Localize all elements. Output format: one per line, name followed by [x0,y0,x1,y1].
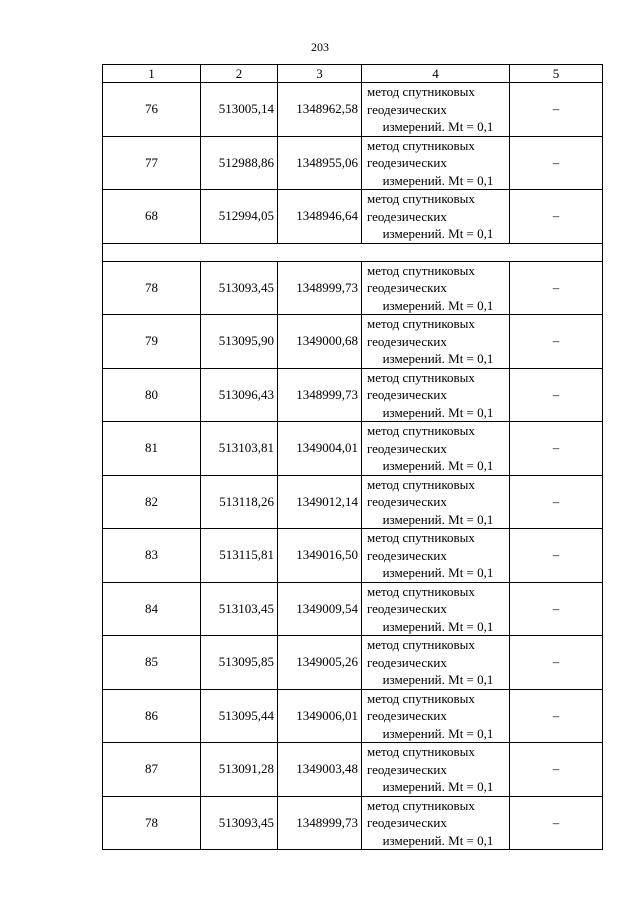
point-number-cell: 81 [103,422,201,476]
column-header: 2 [201,65,278,83]
table-header-row [103,65,603,83]
method-description-line: геодезических [367,601,447,616]
method-description-line: измерений. Mt = 0,1 [382,404,494,420]
x-coordinate-cell: 513093,45 [201,261,278,315]
method-description-line: геодезических [367,333,447,349]
method-description-line: геодезических [367,494,447,509]
y-coordinate-cell: 1349009,54 [278,582,362,636]
point-number-cell: 78 [103,261,201,315]
y-coordinate-cell: 1348955,06 [278,136,362,190]
method-description-cell [362,529,510,583]
method-description-line: измерений. Mt = 0,1 [382,832,494,848]
note-cell: – [510,136,603,190]
method-description-line: метод спутниковых [367,191,475,206]
y-coordinate-cell: 1348999,73 [278,261,362,315]
method-description-cell [362,582,510,636]
method-description-line: геодезических [367,815,447,830]
method-description-line: измерений. Mt = 0,1 [382,779,494,794]
method-description-cell [362,368,510,422]
table-spacer-row [103,243,603,261]
point-number-cell: 84 [103,582,201,636]
point-number-cell: 78 [103,796,201,850]
x-coordinate-cell: 513093,45 [201,796,278,850]
table-row [103,315,603,369]
method-description-line: метод спутниковых [367,797,475,813]
spacer-cell [103,243,603,261]
table-row [103,422,603,476]
table-row [103,689,603,743]
method-description-line: метод спутниковых [367,423,475,438]
note-cell: – [510,261,603,315]
method-description-line: метод спутниковых [367,744,475,759]
method-description-cell [362,83,510,137]
point-number-cell: 83 [103,529,201,583]
point-number-cell: 86 [103,689,201,743]
method-description-line: геодезических [367,547,447,563]
y-coordinate-cell: 1348999,73 [278,796,362,850]
y-coordinate-cell: 1349000,68 [278,315,362,369]
method-description-cell [362,689,510,743]
x-coordinate-cell: 512994,05 [201,190,278,244]
y-coordinate-cell: 1348999,73 [278,368,362,422]
method-description-line: метод спутниковых [367,262,475,278]
table-row [103,368,603,422]
x-coordinate-cell: 513095,90 [201,315,278,369]
method-description-line: метод спутниковых [367,84,475,99]
method-description-line: геодезических [367,654,447,670]
method-description-line: метод спутниковых [367,137,475,153]
method-description-line: метод спутниковых [367,316,475,331]
point-number-cell: 80 [103,368,201,422]
column-header: 4 [362,65,510,83]
note-cell: – [510,83,603,137]
column-header: 5 [510,65,603,83]
method-description-cell [362,190,510,244]
method-description-line: геодезических [367,280,447,295]
method-description-cell [362,743,510,797]
method-description-line: геодезических [367,708,447,723]
table-row [103,261,603,315]
y-coordinate-cell: 1349016,50 [278,529,362,583]
table-row [103,475,603,529]
method-description-cell [362,261,510,315]
x-coordinate-cell: 513095,85 [201,636,278,690]
note-cell: – [510,368,603,422]
point-number-cell: 79 [103,315,201,369]
coordinates-table [102,64,603,850]
column-header: 3 [278,65,362,83]
method-description-line: геодезических [367,387,447,402]
method-description-line: метод спутниковых [367,637,475,652]
note-cell: – [510,475,603,529]
note-cell: – [510,689,603,743]
y-coordinate-cell: 1348946,64 [278,190,362,244]
method-description-line: измерений. Mt = 0,1 [382,725,494,741]
note-cell: – [510,315,603,369]
method-description-cell [362,136,510,190]
method-description-line: измерений. Mt = 0,1 [382,618,494,634]
method-description-cell [362,796,510,850]
column-header: 1 [103,65,201,83]
method-description-line: метод спутниковых [367,690,475,706]
x-coordinate-cell: 513118,26 [201,475,278,529]
x-coordinate-cell: 513115,81 [201,529,278,583]
method-description-line: измерений. Mt = 0,1 [382,458,494,473]
table-row [103,83,603,137]
method-description-line: геодезических [367,101,447,117]
note-cell: – [510,529,603,583]
method-description-line: метод спутниковых [367,530,475,545]
x-coordinate-cell: 513095,44 [201,689,278,743]
method-description-cell [362,636,510,690]
method-description-line: измерений. Mt = 0,1 [382,172,494,188]
note-cell: – [510,582,603,636]
note-cell: – [510,422,603,476]
x-coordinate-cell: 513091,28 [201,743,278,797]
method-description-line: измерений. Mt = 0,1 [382,565,494,580]
table-row [103,796,603,850]
method-description-line: метод спутниковых [367,476,475,492]
method-description-line: измерений. Mt = 0,1 [382,119,494,134]
point-number-cell: 77 [103,136,201,190]
x-coordinate-cell: 513005,14 [201,83,278,137]
method-description-line: метод спутниковых [367,583,475,599]
y-coordinate-cell: 1349006,01 [278,689,362,743]
page-number: 203 [311,40,329,54]
y-coordinate-cell: 1349004,01 [278,422,362,476]
method-description-cell [362,422,510,476]
note-cell: – [510,743,603,797]
method-description-line: измерений. Mt = 0,1 [382,351,494,366]
method-description-line: геодезических [367,440,447,456]
method-description-line: метод спутниковых [367,369,475,385]
method-description-line: измерений. Mt = 0,1 [382,226,494,241]
point-number-cell: 68 [103,190,201,244]
table-row [103,636,603,690]
method-description-cell [362,315,510,369]
y-coordinate-cell: 1348962,58 [278,83,362,137]
method-description-line: измерений. Mt = 0,1 [382,297,494,313]
method-description-line: геодезических [367,761,447,777]
method-description-line: измерений. Mt = 0,1 [382,511,494,527]
table-row [103,529,603,583]
point-number-cell: 87 [103,743,201,797]
x-coordinate-cell: 513103,45 [201,582,278,636]
table-row [103,582,603,636]
point-number-cell: 76 [103,83,201,137]
note-cell: – [510,190,603,244]
table-row [103,190,603,244]
method-description-line: измерений. Mt = 0,1 [382,672,494,687]
y-coordinate-cell: 1349012,14 [278,475,362,529]
note-cell: – [510,636,603,690]
note-cell: – [510,796,603,850]
method-description-cell [362,475,510,529]
y-coordinate-cell: 1349005,26 [278,636,362,690]
point-number-cell: 85 [103,636,201,690]
table-row [103,136,603,190]
x-coordinate-cell: 513096,43 [201,368,278,422]
method-description-line: геодезических [367,208,447,224]
x-coordinate-cell: 513103,81 [201,422,278,476]
x-coordinate-cell: 512988,86 [201,136,278,190]
point-number-cell: 82 [103,475,201,529]
table-row [103,743,603,797]
method-description-line: геодезических [367,155,447,170]
y-coordinate-cell: 1349003,48 [278,743,362,797]
